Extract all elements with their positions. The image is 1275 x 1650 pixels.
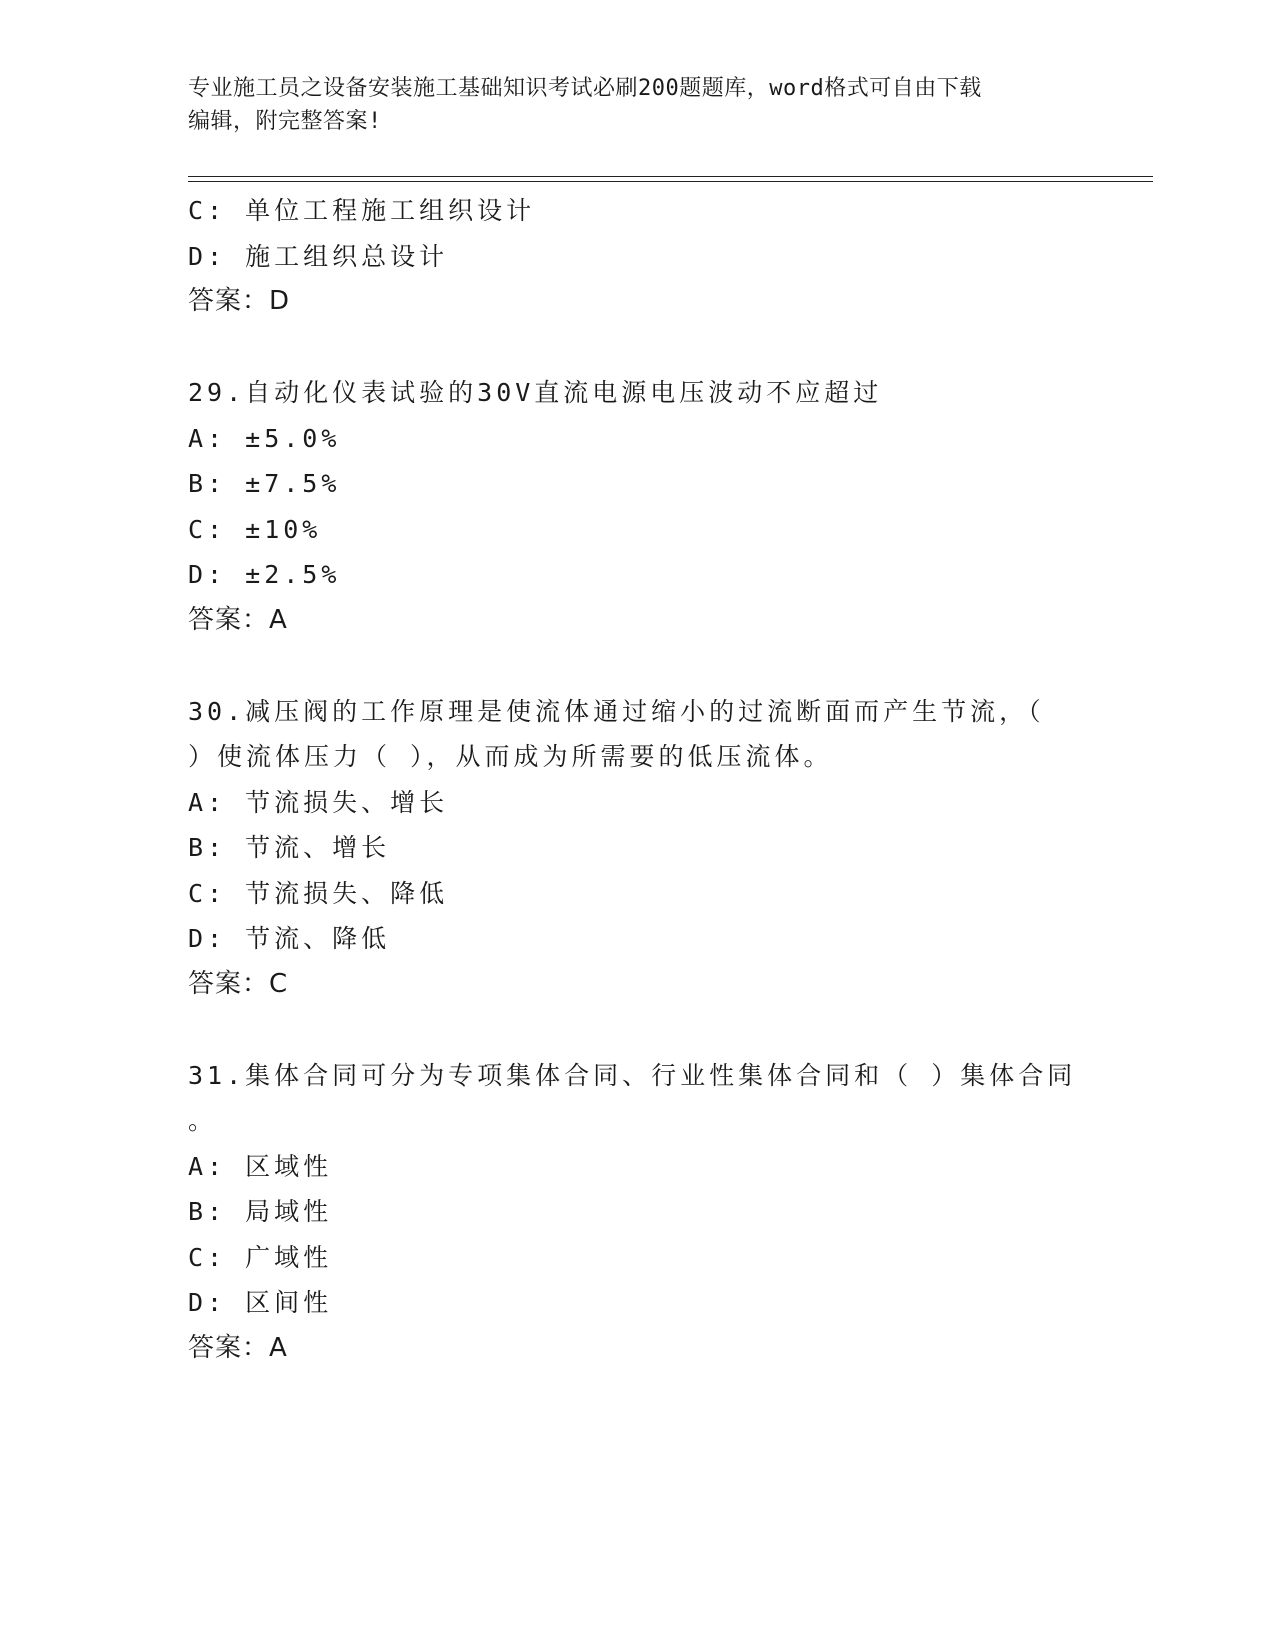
spacer [188,643,1088,689]
question-text-line-1: 30.减压阀的工作原理是使流体通过缩小的过流断面而产生节流，（ [188,696,1045,726]
header-divider-top [188,176,1153,177]
question-30 [188,689,1088,1008]
option-d: D: ±2.5% [188,560,341,589]
answer-line: 答案：A [188,1332,288,1363]
question-text-line-1: 31.集体合同可分为专项集体合同、行业性集体合同和（ ）集体合同 [188,1060,1077,1090]
option-d: D: 节流、降低 [188,924,391,953]
option-b: B: ±7.5% [188,469,341,498]
option-d: D: 区间性 [188,1288,333,1317]
question-text-line-2: 。 [188,1106,218,1135]
header-line-1: 专业施工员之设备安装施工基础知识考试必刷200题题库，word格式可自由下载 [188,76,982,101]
option-a: A: 节流损失、增长 [188,787,449,817]
previous-question-tail [188,188,1088,325]
answer-line: 答案：C [188,968,289,999]
option-a: A: 区域性 [188,1151,333,1181]
question-text-line-2: ）使流体压力（ ），从而成为所需要的低压流体。 [188,742,833,771]
answer-line: 答案：D [188,286,291,316]
option-d: D: 施工组织总设计 [188,241,449,271]
question-list [188,188,1088,1371]
header-line-2: 编辑，附完整答案! [188,109,382,134]
option-b: B: 局域性 [188,1197,333,1226]
spacer [188,325,1088,371]
question-29 [188,370,1088,643]
option-a: A: ±5.0% [188,423,341,453]
option-c: C: 单位工程施工组织设计 [188,196,536,225]
option-c: C: 节流损失、降低 [188,878,449,908]
question-31 [188,1053,1088,1372]
option-b: B: 节流、增长 [188,833,391,862]
answer-line: 答案：A [188,604,288,635]
document-header [188,72,1088,138]
option-c: C: 广域性 [188,1242,333,1272]
question-text: 29.自动化仪表试验的30V直流电源电压波动不应超过 [188,378,883,407]
header-divider-bottom [188,181,1153,182]
spacer [188,1007,1088,1053]
option-c: C: ±10% [188,514,322,544]
